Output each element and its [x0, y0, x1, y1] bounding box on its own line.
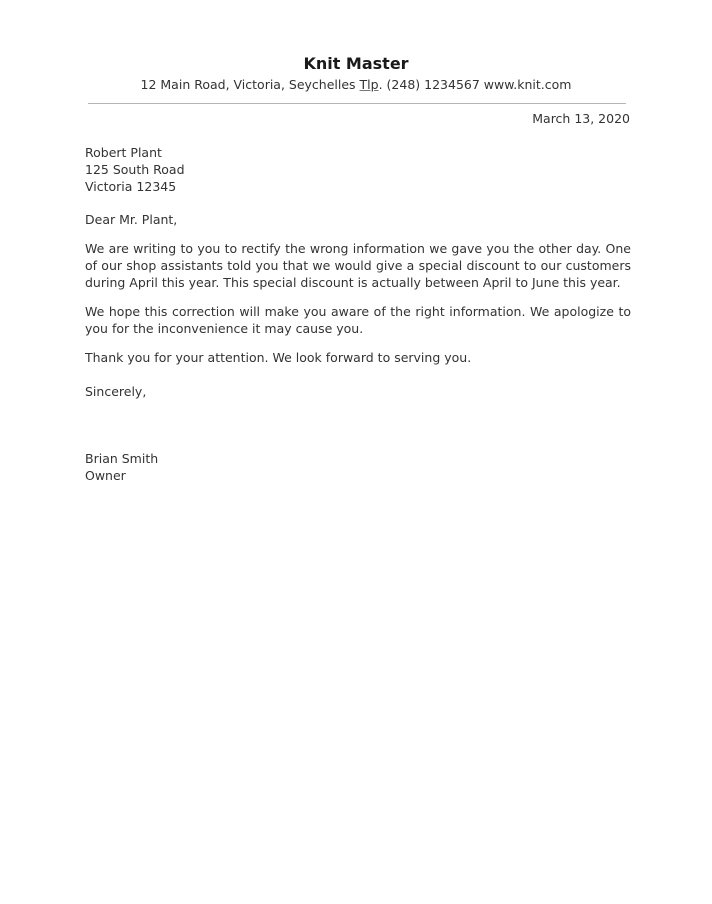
signer-title: Owner: [85, 468, 126, 483]
recipient-city: Victoria 12345: [85, 179, 177, 194]
salutation: Dear Mr. Plant,: [85, 212, 178, 227]
letter-date: March 13, 2020: [532, 111, 630, 126]
recipient-street: 125 South Road: [85, 162, 185, 177]
body-paragraph-3: Thank you for your attention. We look forward to serving you.: [85, 350, 472, 365]
recipient-name: Robert Plant: [85, 145, 162, 160]
company-address: [0, 77, 712, 92]
signature-block: [85, 450, 631, 484]
recipient-address: [85, 144, 631, 195]
body-paragraph-1: We are writing to you to rectify the wrong information we gave you the other day. One of our shop assistants told you that we would give a special discount to our customers during April this year. This special discount is actually between April to June this year.: [85, 241, 631, 290]
body-paragraph-2: We hope this correction will make you aware of the right information. We apologize to you for the inconvenience it may cause you.: [85, 304, 631, 336]
letterhead-divider: [88, 103, 626, 104]
address-phone-web: . (248) 1234567 www.knit.com: [378, 77, 572, 92]
telephone-abbreviation: Tlp: [359, 77, 379, 92]
company-name: Knit Master: [303, 54, 409, 73]
signer-name: Brian Smith: [85, 451, 159, 466]
address-text: 12 Main Road, Victoria, Seychelles: [140, 77, 360, 92]
closing: Sincerely,: [85, 384, 147, 399]
